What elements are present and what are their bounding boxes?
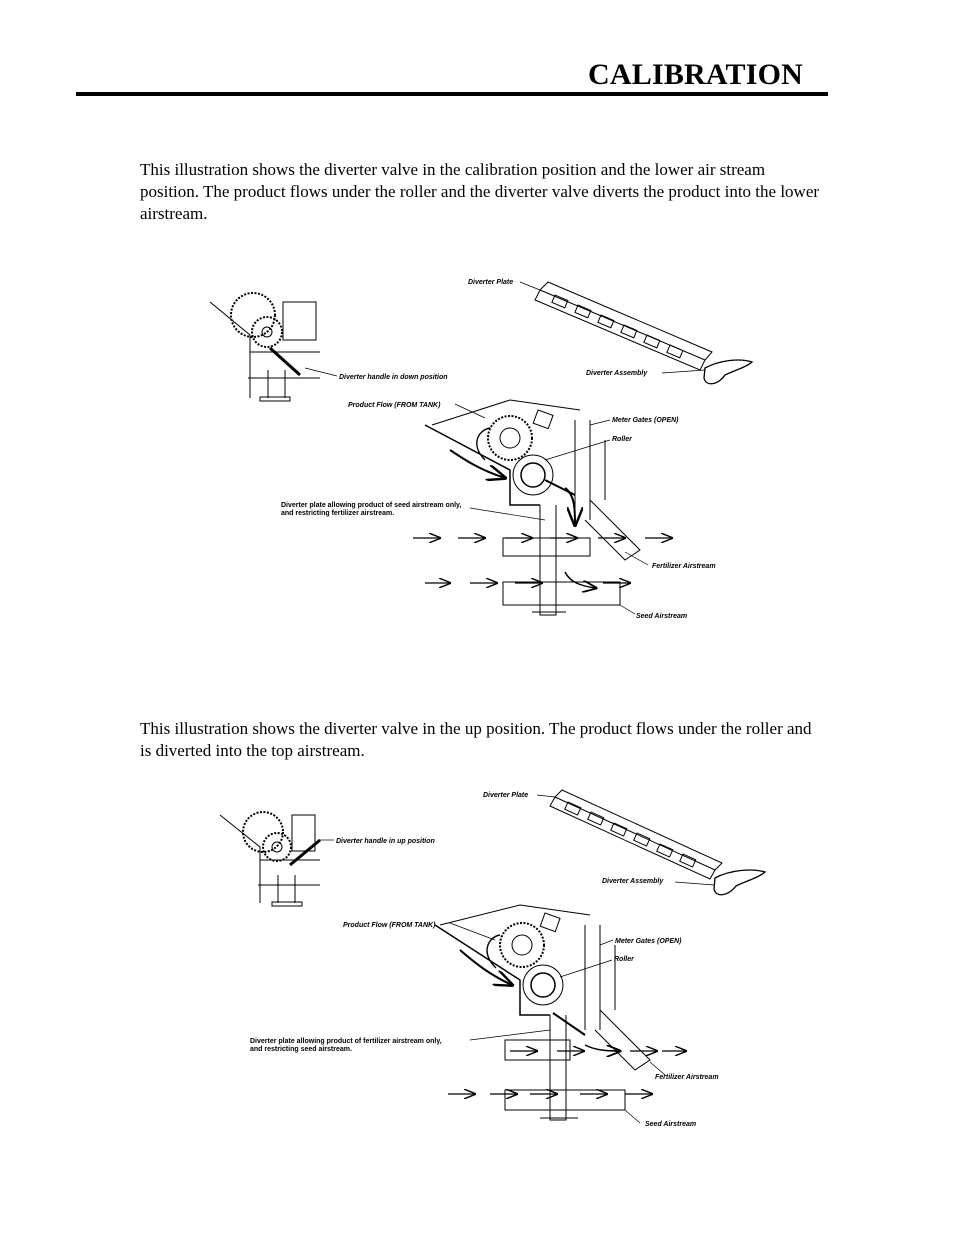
figure-diverter-up — [0, 775, 954, 1140]
label-diverter-plate: Diverter Plate — [468, 279, 514, 286]
inset-diagram — [210, 293, 320, 401]
label-product-flow: Product Flow (FROM TANK) — [348, 402, 441, 409]
label-diverter-handle: Diverter handle in up position — [336, 838, 435, 845]
label-diverter-assembly: Diverter Assembly — [602, 878, 664, 885]
label-diverter-plate: Diverter Plate — [483, 792, 529, 799]
label-diverter-handle: Diverter handle in down position — [339, 374, 448, 381]
label-product-flow: Product Flow (FROM TANK) — [343, 922, 436, 929]
label-roller: Roller — [614, 956, 634, 963]
label-seed-airstream: Seed Airstream — [645, 1121, 697, 1128]
label-diverter-assembly: Diverter Assembly — [586, 370, 648, 377]
label-fertilizer-airstream: Fertilizer Airstream — [652, 563, 716, 570]
label-plate-note-1: Diverter plate allowing product of fertilizer airstream only, — [250, 1038, 442, 1045]
label-roller: Roller — [612, 436, 632, 443]
label-meter-gates: Meter Gates (OPEN) — [615, 938, 682, 945]
label-plate-note-2: and restricting seed airstream. — [250, 1046, 352, 1053]
label-seed-airstream: Seed Airstream — [636, 613, 688, 620]
inset-diagram — [220, 812, 320, 906]
label-fertilizer-airstream: Fertilizer Airstream — [655, 1074, 719, 1081]
figure-diverter-down — [0, 260, 954, 640]
paragraph-up-position: This illustration shows the diverter valve in the up position. The product flows under the roller and is diverted into the top airstream. — [140, 719, 812, 760]
label-plate-note-1: Diverter plate allowing product of seed airstream only, — [281, 502, 462, 509]
title-rule — [76, 92, 828, 96]
page-title: CALIBRATION — [588, 58, 804, 91]
label-plate-note-2: and restricting fertilizer airstream. — [281, 510, 395, 517]
diverter-plate-drawing — [535, 282, 752, 384]
label-meter-gates: Meter Gates (OPEN) — [612, 417, 679, 424]
paragraph-calibration-position: This illustration shows the diverter valve in the calibration position and the lower air stream position. The product flows under the roller and the diverter valve diverts the product into the lower airstream. — [140, 160, 820, 223]
